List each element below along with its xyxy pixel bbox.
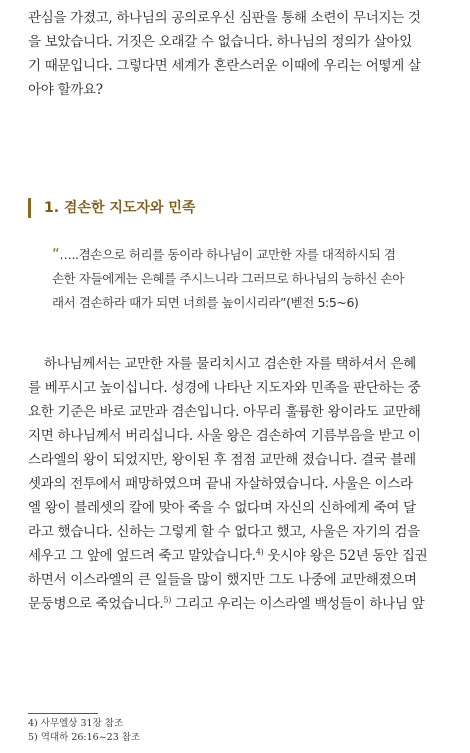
line-text: 문둥병으로 죽었습니다. bbox=[28, 596, 164, 612]
quote-line: 손한 자들에게는 은혜를 주시느니라 그러므로 하나님의 능하신 손아 bbox=[52, 271, 404, 286]
footnote-ref: 5) bbox=[163, 595, 172, 605]
footnote-divider bbox=[28, 713, 98, 714]
line-text: 세우고 그 앞에 엎드려 죽고 말았습니다. bbox=[28, 548, 256, 564]
quote-open-mark: “ bbox=[52, 245, 60, 263]
text-line: 엘 왕이 블레셋의 칼에 맞아 죽을 수 없다며 자신의 신하에게 죽여 달 bbox=[28, 500, 416, 516]
text-line: 요한 기준은 바로 교만과 겸손입니다. 아무리 훌륭한 왕이라도 교만해 bbox=[28, 404, 421, 420]
text-line: 아야 할까요? bbox=[28, 82, 103, 98]
text-line: 을 보았습니다. 거짓은 오래갈 수 없습니다. 하나님의 정의가 살아있 bbox=[28, 34, 412, 50]
body-paragraph bbox=[28, 352, 446, 616]
line-text: 그리고 우리는 이스라엘 백성들이 하나님 앞 bbox=[175, 596, 425, 612]
text-line bbox=[28, 592, 446, 616]
text-line: 라고 했습니다. 신하는 그렇게 할 수 없다고 했고, 사울은 자기의 검을 bbox=[28, 524, 420, 540]
text-line: 하나님께서는 교만한 자를 물리치시고 겸손한 자를 택하셔서 은혜 bbox=[44, 356, 416, 372]
quote-line: 래서 겸손하라 때가 되면 너희를 높이시리라”(벧전 5:5~6) bbox=[52, 295, 359, 310]
footnote: 5) 역대하 26:16~23 참조 bbox=[28, 732, 141, 743]
text-line: 셋과의 전투에서 패망하였으며 끝내 자살하였습니다. 사울은 이스라 bbox=[28, 476, 413, 492]
text-line: 하면서 이스라엘의 큰 일들을 많이 했지만 그도 나중에 교만해졌으며 bbox=[28, 572, 417, 588]
heading-accent-bar bbox=[28, 198, 31, 218]
footnote-ref: 4) bbox=[255, 547, 264, 557]
footnote: 4) 사무엘상 31장 참조 bbox=[28, 718, 124, 729]
text-line: 기 때문입니다. 그렇다면 세계가 혼란스러운 이때에 우리는 어떻게 살 bbox=[28, 58, 421, 74]
section-heading-title: 1. 겸손한 지도자와 민족 bbox=[44, 200, 196, 216]
quote-line bbox=[52, 242, 444, 267]
quote-text: …..겸손으로 허리를 동이라 하나님이 교만한 자를 대적하시되 겸 bbox=[59, 247, 396, 262]
text-line: 관심을 가졌고, 하나님의 공의로우신 심판을 통해 소련이 무너지는 것 bbox=[28, 10, 421, 26]
text-line: 를 베푸시고 높이십니다. 성경에 나타난 지도자와 민족을 판단하는 중 bbox=[28, 380, 421, 396]
scripture-quote bbox=[52, 242, 444, 315]
text-line: 스라엘의 왕이 되었지만, 왕이된 후 점점 교만해 졌습니다. 결국 블레 bbox=[28, 452, 416, 468]
text-line: 지면 하나님께서 버리십니다. 사울 왕은 겸손하여 기름부음을 받고 이 bbox=[28, 428, 421, 444]
line-text: 웃시야 왕은 52년 동안 집권 bbox=[263, 548, 428, 564]
section-heading bbox=[28, 196, 446, 220]
text-line bbox=[28, 544, 446, 568]
intro-paragraph bbox=[28, 6, 446, 102]
